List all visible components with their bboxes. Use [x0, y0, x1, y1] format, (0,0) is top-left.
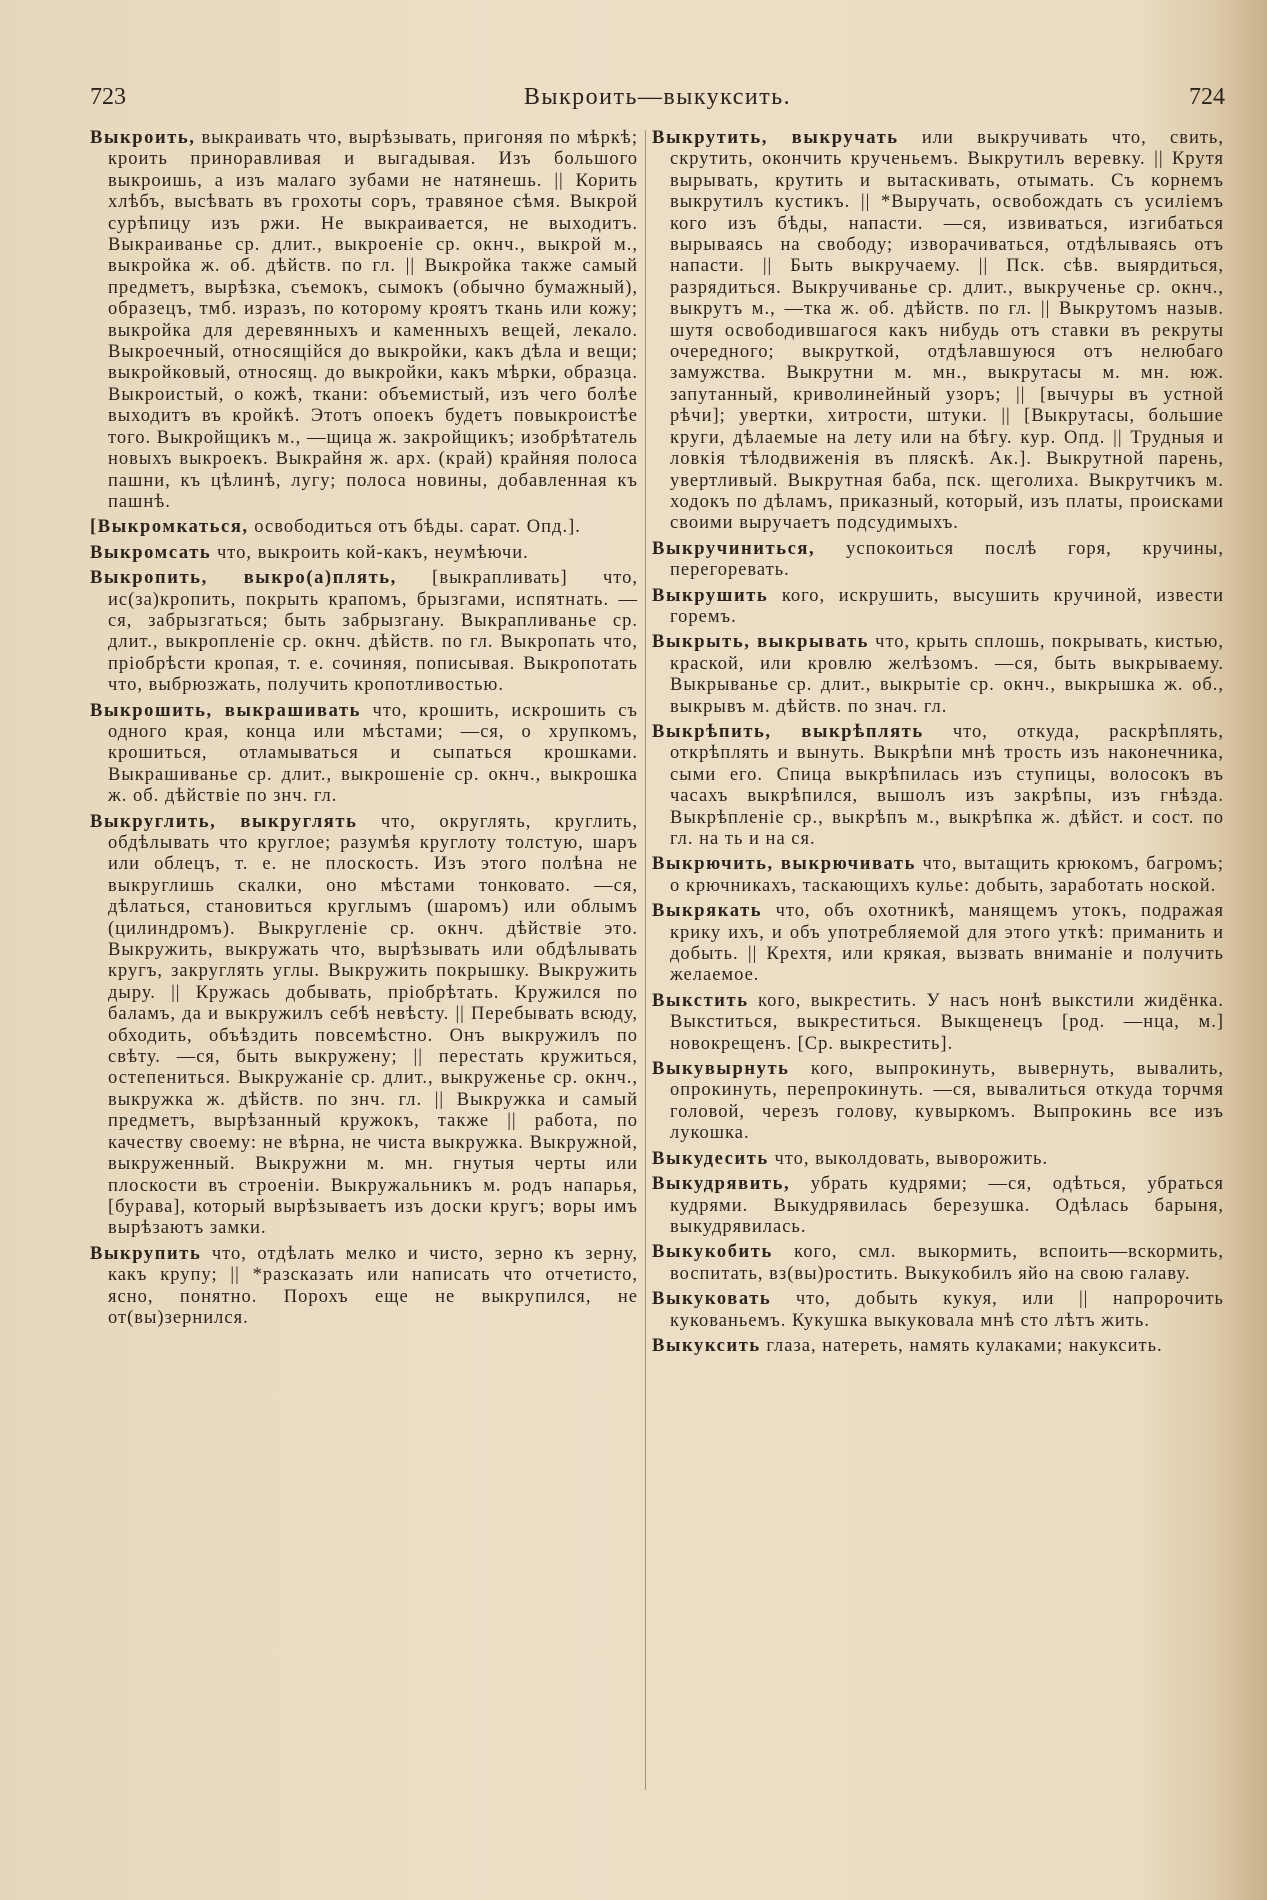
entry-definition: успокоиться послѣ горя, кручины, перегоревать. [670, 538, 1224, 581]
running-title: Выкроить—выкуксить. [523, 84, 792, 110]
dictionary-entry [652, 722, 1224, 850]
dictionary-entry [90, 701, 638, 808]
entry-definition: что, выколдовать, выворожить. [768, 1148, 1049, 1169]
entry-definition: что, вытащить крюкомъ, багромъ; о крючникахъ, таскающихъ кулье: добыть, заработать ноской. [670, 854, 1224, 896]
entry-definition: что, объ охотникѣ, манящемъ утокъ, подражая крику ихъ, и объ употребляемой для этого уткѣ: приманить и добыть. || Крехтя, или крякая, вызвать вниманіе и получить желаемое. [670, 901, 1224, 986]
entry-definition: что, округлять, круглить, обдѣлывать что круглое; разумѣя круглоту толстую, шаръ или облецъ, т. е. не плоскость. Изъ этого полѣна не выкруглишь скалки, оно мѣстами тонковато. —ся, дѣлаться, становиться круглымъ (шаромъ) или облымъ (цилиндромъ). Выкругленіе ср. окнч. дѣйствіе это. Выкружить, выкружать что, вырѣзывать или обдѣлывать кругъ, закруглять углы. Выкружить покрышку. Выкружить дыру. || Кружась добывать, пріобрѣтать. Кружился по баламъ, да и выкружилъ себѣ невѣсту. || Перебывать всюду, обходить, объѣздить повсемѣстно. Онъ выкружилъ по свѣту. —ся, быть выкружену; || перестать кружиться, остепениться. Выкружаніе ср. длит., выкруженье ср. окнч., выкружка ж. дѣйств. по знч. гл. || Выкружка и самый предметъ, вырѣзанный кружокъ, также || работа, по качеству своему: не вѣрна, не чиста выкружка. Выкружной, выкруженный. Выкружни м. мн. гнутыя черты или плоскости въ строеніи. Выкружальникъ м. родъ напарья, [бурава], который вырѣзываетъ изъ доски кругъ; воры имъ вырѣзаютъ замки. [108, 811, 638, 1239]
entry-headword: Выкропить, выкро(а)плять, [90, 568, 397, 589]
entry-definition: что, крыть сплошь, покрывать, кистью, краской, или кровлю желѣзомъ. —ся, быть выкрываему. Выкрыванье ср. длит., выкрытіе ср. окнч., выкрышка ж. об., выкрывъ м. дѣйств. по знач. гл. [670, 632, 1224, 717]
entry-headword: Выкрючить, выкрючивать [652, 854, 916, 875]
entry-definition: глаза, натереть, намять кулаками; накуксить. [760, 1335, 1163, 1356]
entry-headword: Выкуксить [652, 1335, 761, 1356]
dictionary-entry [652, 1336, 1224, 1357]
dictionary-entry [90, 1244, 638, 1330]
entry-headword: Выкуковать [652, 1289, 772, 1310]
entry-definition: выкраивать что, вырѣзывать, пригоняя по мѣркѣ; кроить приноравливая и выгадывая. Изъ большого выкроишь, а изъ малаго зубами не натянешь. || Корить хлѣбъ, высѣвать въ грохоты соръ, травяное сѣмя. Выкрой сурѣпицу изъ ржи. Не выкраивается, не выходитъ. Выкраиванье ср. длит., выкроеніе ср. окнч., выкрой м., выкройка ж. об. дѣйств. по гл. || Выкройка также самый предметъ, вырѣзка, съемокъ, сымокъ (обычно бумажный), образецъ, тмб. изразъ, по которому кроятъ ткань или кожу; выкройка для деревянныхъ и каменныхъ вещей, лекало. Выкроечный, относящійся до выкройки, какъ дѣла и вещи; выкройковый, относящ. до выкройки, какъ мѣрки, образца. Выкроистый, о кожѣ, ткани: объемистый, изъ чего болѣе выходитъ въ кройкѣ. Этотъ опоекъ будетъ повыкроистѣе того. Выкройщикъ м., —щица ж. закройщикъ; изобрѣтатель новыхъ выкроекъ. Выкрайня ж. арх. (край) крайняя полоса пашни, къ цѣлинѣ, лугу; полоса новины, добавленная къ пашнѣ. [108, 128, 638, 512]
entry-definition: [выкрапливать] что, ис(за)кропить, покрыть крапомъ, брызгами, испятнать. —ся, забрызгаться; быть забрызгану. Выкрапливанье ср. длит., выкропленіе ср. окнч. дѣйств. по гл. Выкропать что, пріобрѣсти кропая, т. е. сочиняя, пописывая. Выкропотать что, выбрюзжать, получить кропотливостью. [108, 568, 638, 696]
entry-headword: Выкрѣпить, выкрѣплять [652, 721, 924, 742]
dictionary-entry [652, 991, 1224, 1055]
entry-definition: кого, выпрокинуть, вывернуть, вывалить, опрокинуть, перепрокинуть. —ся, вывалиться откуда торчмя головой, черезъ голову, кувыркомъ. Выпрокинь все изъ лукошка. [670, 1059, 1224, 1144]
dictionary-entry [90, 568, 638, 696]
entry-headword: Выкромсать [90, 542, 212, 563]
dictionary-entry [652, 1289, 1224, 1332]
entry-headword: Выкрыть, выкрывать [652, 632, 870, 653]
entry-headword: Выкрушить [652, 585, 769, 606]
left-column [90, 128, 638, 1333]
dictionary-entry [652, 901, 1224, 987]
running-header [90, 84, 1225, 114]
dictionary-entry [652, 586, 1224, 629]
entry-headword: Выкрупить [90, 1243, 202, 1264]
dictionary-entry [652, 1059, 1224, 1145]
entry-headword: Выкручиниться, [652, 538, 816, 559]
dictionary-entry [90, 812, 638, 1240]
entry-definition: что, откуда, раскрѣплять, открѣплять и вынуть. Выкрѣпи мнѣ трость изъ наконечника, сыми его. Спица выкрѣпилась изъ ступицы, волосокъ въ часахъ выкрѣпился, вышолъ изъ закрѣпы, изъ гнѣзда. Выкрѣпленіе ср., выкрѣпъ м., выкрѣпка ж. дѣйст. и сост. по гл. на ть и на ся. [670, 721, 1224, 849]
dictionary-entry [652, 1174, 1224, 1238]
entry-headword: [Выкромкаться, [90, 517, 249, 538]
dictionary-entry [652, 128, 1224, 535]
dictionary-entry [652, 1242, 1224, 1285]
entry-definition: что, выкроить кой-какъ, неумѣючи. [211, 542, 529, 563]
entry-headword: Выкукобить [652, 1242, 773, 1263]
entry-definition: кого, искрушить, высушить кручиной, извести горемъ. [670, 585, 1224, 627]
entry-headword: Выкруглить, выкруглять [90, 811, 358, 832]
dictionary-entry [652, 854, 1224, 897]
entry-headword: Выкувырнуть [652, 1059, 790, 1080]
entry-definition: или выкручивать что, свить, скрутить, окончить крученьемъ. Выкрутилъ веревку. || Крутя вырывать, крутить и вытаскивать, отымать. Съ корнемъ выкрутилъ кустикъ. || *Выручать, освобождать съ усиліемъ кого изъ бѣды, напасти. —ся, извиваться, изгибаться вырываясь на свободу; изворачиваться, отдѣлываясь отъ напасти. || Быть выкручаему. || Пск. сѣв. выярдиться, разрядиться. Выкручиванье ср. длит., выкрученье ср. окнч., выкрутъ м., —тка ж. об. дѣйств. по гл. || Выкрутомъ назыв. шутя освободившагося какъ нибудь отъ ставки въ рекруты очередного; выкруткой, отдѣлавшуюся отъ нелюбаго замужства. Выкрутни м. мн., выкрутасы м. мн. юж. запутанный, криволинейный узоръ; || [вычуры въ устной рѣчи]; увертки, хитрости, штуки. || [Выкрутасы, большие круги, дѣлаемые на лету или на бѣгу. кур. Опд. || Трудныя и ловкія тѣлодвиженія въ пляскѣ. Ак.]. Выкрутной парень, увертливый. Выкрутная баба, пск. щеголиха. Выкрутчикъ м. ходокъ по дѣламъ, приказный, который, изъ платы, происками своими выручаетъ подсудимыхъ. [670, 128, 1224, 534]
entry-headword: Выкрутить, выкручать [652, 128, 899, 148]
column-divider [645, 130, 646, 1790]
entry-headword: Выкрякать [652, 901, 763, 922]
dictionary-entry [652, 632, 1224, 718]
right-page-number: 724 [1189, 84, 1225, 110]
entry-definition: что, добыть кукуя, или || напророчить кукованьемъ. Кукушка выкуковала мнѣ сто лѣтъ жить. [670, 1289, 1224, 1331]
dictionary-entry [90, 543, 638, 564]
entry-definition: кого, выкрестить. У насъ нонѣ выкстили жидёнка. Выкститься, выкреститься. Выкщенецъ [род. —нца, м.] новокрещенъ. [Ср. выкрестить]. [670, 990, 1224, 1054]
entry-headword: Выкстить [652, 990, 749, 1011]
entry-headword: Выкрошить, выкрашивать [90, 700, 362, 721]
entry-headword: Выкудрявить, [652, 1174, 791, 1195]
entry-definition: что, отдѣлать мелко и чисто, зерно къ зерну, какъ крупу; || *разсказать или написать что отчетисто, ясно, понятно. Порохъ еще не выкрупился, не от(вы)зернился. [108, 1243, 638, 1328]
dictionary-entry [652, 539, 1224, 582]
dictionary-entry [90, 128, 638, 513]
dictionary-entry [652, 1149, 1224, 1170]
entry-definition: убрать кудрями; —ся, одѣться, убраться кудрями. Выкудрявилась березушка. Одѣлась барыня, выкудрявилась. [670, 1174, 1224, 1237]
entry-headword: Выкудесить [652, 1148, 769, 1169]
dictionary-entry [90, 517, 638, 538]
right-column [652, 128, 1224, 1361]
left-page-number: 723 [90, 84, 126, 110]
entry-definition: освободиться отъ бѣды. сарат. Опд.]. [248, 517, 581, 538]
entry-definition: что, крошить, искрошить съ одного края, конца или мѣстами; —ся, о хрупкомъ, крошиться, отламываться и сыпаться крошками. Выкрашиванье ср. длит., выкрошеніе ср. окнч., выкрошка ж. об. дѣйствіе по знч. гл. [108, 700, 638, 807]
entry-definition: кого, смл. выкормить, вспоить—вскормить, воспитать, вз(вы)ростить. Выкукобилъ яйо на свою галаву. [670, 1242, 1224, 1284]
entry-headword: Выкроить, [90, 128, 196, 148]
